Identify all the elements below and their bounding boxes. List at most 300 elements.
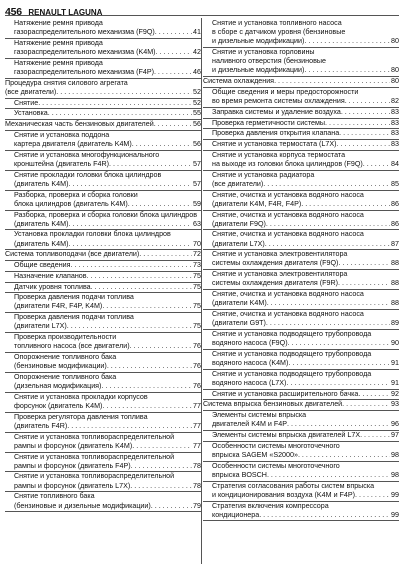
toc-entry-text: (двигатели L7X): [212, 239, 265, 248]
toc-entry-row: [212, 129, 399, 138]
toc-entry-row: [212, 66, 399, 75]
toc-entry-text: Натяжение ремня привода: [14, 19, 103, 27]
toc-entry: [203, 411, 399, 431]
toc-entry-text: (дизельная модификация): [14, 382, 102, 391]
toc-entry-row: [212, 299, 399, 308]
toc-entry: [203, 462, 399, 482]
toc-entry-text: Снятие и установка расширительного бачка: [212, 389, 359, 398]
toc-entry-text: (двигатели G9T): [212, 319, 266, 328]
dot-leader: [68, 220, 192, 229]
dot-leader: [38, 99, 192, 108]
toc-entry-text: Заправка системы и удаление воздуха: [212, 107, 341, 116]
toc-entry-text: Проверка производительности: [14, 333, 117, 342]
toc-entry-text: Общие сведения и меры предосторожности: [212, 87, 359, 96]
toc-entry-text: форсунок (двигатель K4M): [14, 402, 103, 410]
toc-entry-row: [212, 119, 399, 128]
toc-entry: [203, 330, 399, 350]
toc-page-number: 83: [391, 140, 399, 149]
toc-page-number: 56: [193, 120, 201, 129]
dot-leader: [341, 108, 390, 117]
dot-leader: [288, 339, 390, 348]
toc-entry-text: Проверка давления подачи топлива: [14, 313, 134, 322]
dot-leader: [301, 200, 390, 209]
toc-entry-text: наливного отверстия (бензиновые: [212, 57, 326, 66]
toc-page-number: 77: [193, 421, 201, 430]
dot-leader: [337, 140, 391, 149]
toc-entry-text: Снятие и установка подводящего трубопровода: [212, 349, 372, 358]
toc-page-number: 82: [391, 97, 399, 106]
toc-page-number: 57: [193, 179, 201, 188]
toc-entry-row: [14, 402, 201, 411]
toc-entry-text: (двигатели F4R, F4P, K4M): [14, 302, 103, 311]
toc-entry: [203, 108, 399, 119]
toc-entry-row: [14, 28, 201, 37]
toc-entry-text: Общие сведения: [14, 261, 71, 270]
dot-leader: [48, 109, 192, 118]
dot-leader: [342, 400, 390, 409]
toc-entry-text: Назначение клапанов: [14, 271, 87, 280]
toc-entry: [203, 431, 399, 442]
toc-entry: [5, 492, 201, 512]
toc-entry-text: (бензиновые и дизельные модификации): [14, 501, 151, 510]
dot-leader: [363, 160, 390, 169]
toc-entry-row: [212, 97, 399, 106]
dot-leader: [71, 261, 193, 270]
toc-entry-text: рампы и форсунок (двигатель F4P): [14, 461, 131, 470]
toc-page-number: 77: [193, 402, 201, 410]
column-divider: [201, 18, 202, 564]
toc-entry: [203, 191, 399, 211]
toc-page-number: 84: [391, 159, 399, 168]
toc-entry-row: [14, 422, 201, 431]
toc-entry-row: [212, 160, 399, 169]
toc-entry-text: и дизельные модификации): [212, 37, 305, 46]
toc-page-number: 63: [193, 219, 201, 228]
toc-entry-row: [212, 511, 399, 520]
toc-entry-text: системы охлаждения двигателя (F9R): [212, 279, 339, 288]
dot-leader: [154, 68, 192, 77]
toc-entry-text: кондиционера: [212, 510, 260, 519]
toc-entry: [203, 400, 399, 411]
toc-page-number: 83: [391, 107, 399, 116]
toc-entry-text: Механическая часть бензиновых двигателей: [5, 120, 154, 129]
toc-page-number: 52: [193, 87, 201, 96]
dot-leader: [128, 200, 192, 209]
toc-entry-text: топливного насоса (все двигатели): [14, 342, 130, 351]
toc-entry: [203, 140, 399, 151]
toc-entry-row: [14, 482, 201, 491]
toc-entry-text: Опорожнение топливного бака: [14, 353, 117, 362]
toc-entry-text: Снятие и установка прокладки корпусов: [14, 392, 148, 401]
toc-entry: [5, 453, 201, 473]
toc-entry-text: водяного насоса (L7X): [212, 378, 287, 387]
dot-leader: [109, 160, 192, 169]
toc-entry-text: Проверка герметичности системы: [212, 118, 326, 127]
toc-page-number: 79: [193, 501, 201, 510]
toc-entry-row: [203, 400, 399, 409]
toc-entry-text: на выходе из головки блока цилиндров (F9Q): [212, 159, 363, 168]
toc-entry-row: [14, 109, 201, 118]
toc-entry: [203, 310, 399, 330]
toc-entry-text: в сборе с датчиком уровня (бензиновые: [212, 28, 346, 37]
dot-leader: [274, 77, 390, 86]
dot-leader: [130, 482, 192, 491]
toc-page-number: 88: [391, 279, 399, 288]
dot-leader: [130, 342, 192, 351]
toc-entry: [203, 482, 399, 502]
dot-leader: [338, 259, 390, 268]
dot-leader: [139, 250, 192, 259]
toc-entry-row: [212, 431, 399, 440]
toc-page-number: 76: [193, 342, 201, 351]
toc-entry-text: Проверка давления открытия клапана: [212, 129, 340, 138]
toc-page-number: 98: [391, 450, 399, 459]
toc-entry-text: Снятие, очистка и установка водяного насоса: [212, 230, 364, 239]
toc-entry-row: [14, 220, 201, 229]
toc-entry-text: Снятие и установка горловины: [212, 48, 315, 57]
toc-entry-text: газораспределительного механизма (F9Q): [14, 28, 155, 37]
toc-page-number: 90: [391, 339, 399, 348]
toc-entry: [5, 313, 201, 333]
toc-page-number: 56: [193, 140, 201, 149]
toc-entry-text: Элементы системы впрыска двигателей L7X: [212, 431, 361, 440]
toc-page-number: 57: [193, 159, 201, 168]
toc-entry-row: [212, 37, 399, 46]
toc-entry-row: [14, 261, 201, 270]
toc-page-number: 73: [193, 261, 201, 270]
toc-entry-text: Снятие, очистка и установка водяного насоса: [212, 190, 364, 199]
toc-page-number: 88: [391, 299, 399, 308]
dot-leader: [68, 180, 192, 189]
toc-entry-row: [14, 48, 201, 57]
dot-leader: [155, 28, 192, 37]
toc-entry-row: [212, 319, 399, 328]
dot-leader: [267, 471, 390, 480]
toc-page-number: 87: [391, 239, 399, 248]
toc-entry: [5, 413, 201, 433]
toc-page-number: 98: [391, 470, 399, 479]
toc-entry-text: рампы и форсунок (двигатель K4M): [14, 441, 133, 450]
dot-leader: [87, 272, 193, 281]
dot-leader: [102, 302, 192, 311]
toc-entry: [5, 211, 201, 231]
toc-entry-row: [14, 502, 201, 511]
toc-entry-text: водяного насоса (F9Q): [212, 339, 288, 348]
toc-entry: [5, 373, 201, 393]
toc-entry-text: Система охлаждения: [203, 77, 275, 86]
toc-entry-text: (двигатели K4M): [212, 299, 267, 308]
toc-entry: [203, 290, 399, 310]
toc-entry: [5, 120, 201, 131]
toc-entry-row: [14, 140, 201, 149]
toc-entry-text: и кондиционирования воздуха (K4M и F4P): [212, 490, 356, 499]
toc-page-number: 78: [193, 461, 201, 470]
toc-entry-text: кронштейна (двигатель F4R): [14, 159, 110, 168]
toc-entry: [203, 171, 399, 191]
dot-leader: [339, 129, 390, 138]
toc-page-number: 99: [391, 490, 399, 499]
toc-entry: [5, 171, 201, 191]
toc-entry-text: Натяжение ремня привода: [14, 58, 103, 67]
dot-leader: [91, 283, 192, 292]
dot-leader: [358, 390, 390, 399]
toc-entry-text: Снятие и установка подводящего трубопровода: [212, 329, 372, 338]
dot-leader: [304, 66, 390, 75]
toc-entry-row: [212, 240, 399, 249]
dot-leader: [266, 319, 390, 328]
toc-entry-row: [203, 77, 399, 86]
toc-entry: [5, 39, 201, 59]
toc-page-number: 70: [193, 239, 201, 248]
dot-leader: [101, 382, 192, 391]
toc-column-right: [203, 19, 399, 521]
toc-page-number: 76: [193, 382, 201, 391]
toc-entry-text: Разборка, проверка и сборка головки блока цилиндров: [14, 210, 198, 219]
toc-entry-row: [14, 322, 201, 331]
toc-page-number: 91: [391, 378, 399, 387]
toc-entry: [203, 270, 399, 290]
page-header: [5, 2, 102, 16]
toc-entry-text: Снятие топливного бака: [14, 492, 95, 501]
toc-entry-text: Снятие и установка радиатора: [212, 170, 315, 179]
toc-entry-text: Снятие и установка электровентилятора: [212, 270, 348, 279]
toc-entry: [5, 191, 201, 211]
dot-leader: [345, 97, 390, 106]
toc-entry: [203, 442, 399, 462]
toc-entry-row: [212, 259, 399, 268]
toc-page-number: 52: [193, 98, 201, 107]
dot-leader: [325, 119, 390, 128]
toc-entry: [203, 250, 399, 270]
dot-leader: [151, 502, 192, 511]
toc-page-number: 80: [391, 66, 399, 75]
toc-entry-row: [14, 362, 201, 371]
toc-entry-text: Установка прокладки головки блока цилиндров: [14, 230, 171, 239]
toc-entry-row: [14, 200, 201, 209]
toc-entry: [5, 261, 201, 272]
toc-entry-text: блока цилиндров (двигатель K4M): [14, 199, 128, 208]
toc-entry: [5, 59, 201, 79]
toc-entry: [5, 393, 201, 413]
toc-entry-row: [14, 342, 201, 351]
toc-entry: [5, 131, 201, 151]
toc-entry: [203, 77, 399, 88]
toc-entry-text: Снятие и установка топливного насоса: [212, 19, 342, 27]
toc-entry-text: Снятие и установка корпуса термостата: [212, 150, 346, 159]
toc-entry: [5, 19, 201, 39]
toc-entry-text: (двигатель K4M): [14, 239, 69, 248]
dot-leader: [286, 379, 390, 388]
toc-entry: [5, 79, 201, 99]
toc-entry-row: [5, 88, 201, 97]
toc-entry-row: [14, 442, 201, 451]
toc-entry-row: [14, 68, 201, 77]
toc-page-number: 75: [193, 282, 201, 291]
toc-entry: [5, 230, 201, 250]
toc-entry: [203, 370, 399, 390]
toc-entry-row: [212, 491, 399, 500]
toc-entry-text: (двигатели F9Q): [212, 219, 266, 228]
toc-entry: [203, 119, 399, 130]
toc-entry-text: Снятие, очистка и установка водяного насоса: [212, 210, 364, 219]
toc-entry-text: Снятие и установка электровентилятора: [212, 250, 348, 259]
toc-entry: [5, 272, 201, 283]
toc-page-number: 91: [391, 359, 399, 367]
toc-entry: [203, 390, 399, 401]
dot-leader: [131, 462, 192, 471]
toc-page-number: 59: [193, 199, 201, 208]
toc-entry: [5, 333, 201, 353]
toc-entry-text: Опорожнение топливного бака: [14, 372, 117, 381]
toc-entry-row: [212, 379, 399, 388]
toc-entry-row: [212, 359, 399, 368]
toc-entry-row: [212, 420, 399, 429]
toc-entry-text: Снятие и установка термостата (L7X): [212, 140, 337, 149]
toc-entry-text: Проверка давления подачи топлива: [14, 293, 134, 302]
toc-page-number: 80: [391, 37, 399, 46]
toc-entry-text: Система топливоподачи (все двигатели): [5, 250, 140, 259]
toc-page-number: 86: [391, 219, 399, 228]
dot-leader: [355, 491, 390, 500]
toc-entry: [203, 129, 399, 140]
toc-entry-text: Процедура снятия силового агрегата: [5, 78, 128, 87]
toc-entry: [203, 502, 399, 522]
dot-leader: [266, 220, 390, 229]
dot-leader: [304, 37, 390, 46]
toc-entry-row: [212, 108, 399, 117]
dot-leader: [267, 299, 390, 308]
toc-page-number: 55: [193, 109, 201, 118]
toc-entry-text: (все двигатели): [212, 179, 264, 188]
toc-entry: [5, 250, 201, 261]
dot-leader: [288, 359, 390, 368]
toc-page-number: 78: [193, 481, 201, 490]
toc-entry: [203, 19, 399, 48]
toc-entry-text: Снятие и установка топливораспределительной: [14, 452, 175, 461]
toc-page-number: 93: [391, 400, 399, 409]
toc-entry: [203, 88, 399, 108]
toc-entry-text: Особенности системы многоточечного: [212, 461, 340, 470]
toc-entry-text: Снятие, очистка и установка водяного насоса: [212, 290, 364, 299]
dot-leader: [265, 240, 390, 249]
toc-entry: [203, 211, 399, 231]
toc-entry: [203, 151, 399, 171]
toc-entry-row: [212, 390, 399, 399]
toc-entry-text: Особенности системы многоточечного: [212, 441, 340, 450]
toc-entry-text: Датчик уровня топлива: [14, 282, 91, 291]
toc-entry-text: впрыска SAGEM «S2000»: [212, 450, 298, 459]
toc-entry-row: [14, 160, 201, 169]
toc-entry: [203, 48, 399, 77]
toc-entry-text: Установка: [14, 109, 48, 118]
toc-entry-row: [5, 250, 201, 259]
dot-leader: [156, 48, 193, 57]
toc-entry-text: (бензиновые модификации): [14, 362, 107, 371]
toc-entry-text: Система впрыска бензиновых двигателей: [203, 400, 343, 409]
toc-page-number: 83: [391, 129, 399, 138]
toc-entry: [5, 151, 201, 171]
toc-entry-text: (все двигатели): [5, 87, 57, 96]
dot-leader: [68, 240, 192, 249]
toc-entry-row: [212, 140, 399, 149]
toc-entry-row: [5, 120, 201, 129]
toc-entry-text: Натяжение ремня привода: [14, 38, 103, 47]
toc-page-number: 80: [391, 77, 399, 86]
toc-entry-row: [14, 283, 201, 292]
toc-entry: [5, 433, 201, 453]
toc-entry-row: [14, 272, 201, 281]
dot-leader: [360, 431, 390, 440]
toc-entry-text: Разборка, проверка и сборка головки: [14, 190, 138, 199]
book-title: RENAULT LAGUNA: [28, 8, 103, 17]
page-number: 456: [5, 6, 22, 18]
toc-entry-text: Снятие и установка топливораспределительной: [14, 432, 175, 441]
toc-entry-text: водяного насоса (K4M): [212, 359, 289, 367]
toc-entry-text: и дизельные модификации): [212, 66, 305, 75]
dot-leader: [263, 180, 390, 189]
toc-page-number: 76: [193, 362, 201, 371]
toc-page-number: 42: [193, 48, 201, 57]
toc-entry: [203, 230, 399, 250]
toc-page-number: 99: [391, 510, 399, 519]
toc-page-number: 86: [391, 199, 399, 208]
dot-leader: [154, 120, 192, 129]
toc-entry-text: во время ремонта системы охлаждения: [212, 97, 345, 106]
toc-entry-text: Проверка регулятора давления топлива: [14, 412, 148, 421]
dot-leader: [67, 422, 192, 431]
toc-page-number: 92: [391, 389, 399, 398]
toc-entry-text: Элементы системы впрыска: [212, 411, 307, 420]
dot-leader: [298, 451, 390, 460]
toc-page-number: 75: [193, 322, 201, 331]
toc-page-number: 85: [391, 179, 399, 188]
toc-entry-text: (двигатель K4M): [14, 179, 69, 188]
toc-entry-row: [212, 180, 399, 189]
toc-entry: [203, 350, 399, 370]
toc-entry-text: (двигатель F4R): [14, 421, 68, 430]
toc-page-number: 77: [193, 441, 201, 450]
toc-entry-text: картера двигателя (двигатель K4M): [14, 140, 132, 149]
toc-entry-text: впрыска BOSCH: [212, 470, 267, 479]
toc-entry: [5, 293, 201, 313]
toc-entry-text: Стратегия согласования работы систем впрыска: [212, 481, 375, 490]
toc-entry-text: Снятие прокладки головки блока цилиндров: [14, 170, 162, 179]
dot-leader: [107, 362, 192, 371]
toc-entry-row: [212, 339, 399, 348]
toc-entry-text: системы охлаждения двигателя (F9Q): [212, 259, 339, 268]
toc-page-number: 97: [391, 431, 399, 440]
toc-entry-text: Стратегия включения компрессора: [212, 501, 329, 510]
toc-page-number: 72: [193, 250, 201, 259]
dot-leader: [56, 88, 192, 97]
toc-entry: [5, 99, 201, 110]
toc-page-number: 75: [193, 302, 201, 311]
dot-leader: [338, 279, 390, 288]
toc-page-number: 83: [391, 118, 399, 127]
toc-entry-text: газораспределительного механизма (K4M): [14, 48, 156, 57]
toc-page-number: 46: [193, 67, 201, 76]
toc-entry-row: [14, 302, 201, 311]
toc-page-number: 89: [391, 319, 399, 328]
dot-leader: [287, 420, 390, 429]
toc-column-left: [5, 19, 201, 512]
toc-entry-text: рампы и форсунок (двигатель L7X): [14, 481, 131, 490]
dot-leader: [132, 140, 192, 149]
toc-entry: [5, 109, 201, 120]
toc-entry-text: (двигатели L7X): [14, 322, 67, 331]
toc-entry-text: двигателей K4M и F4P: [212, 420, 287, 429]
toc-entry-text: газораспределительного механизма (F4P): [14, 67, 154, 76]
